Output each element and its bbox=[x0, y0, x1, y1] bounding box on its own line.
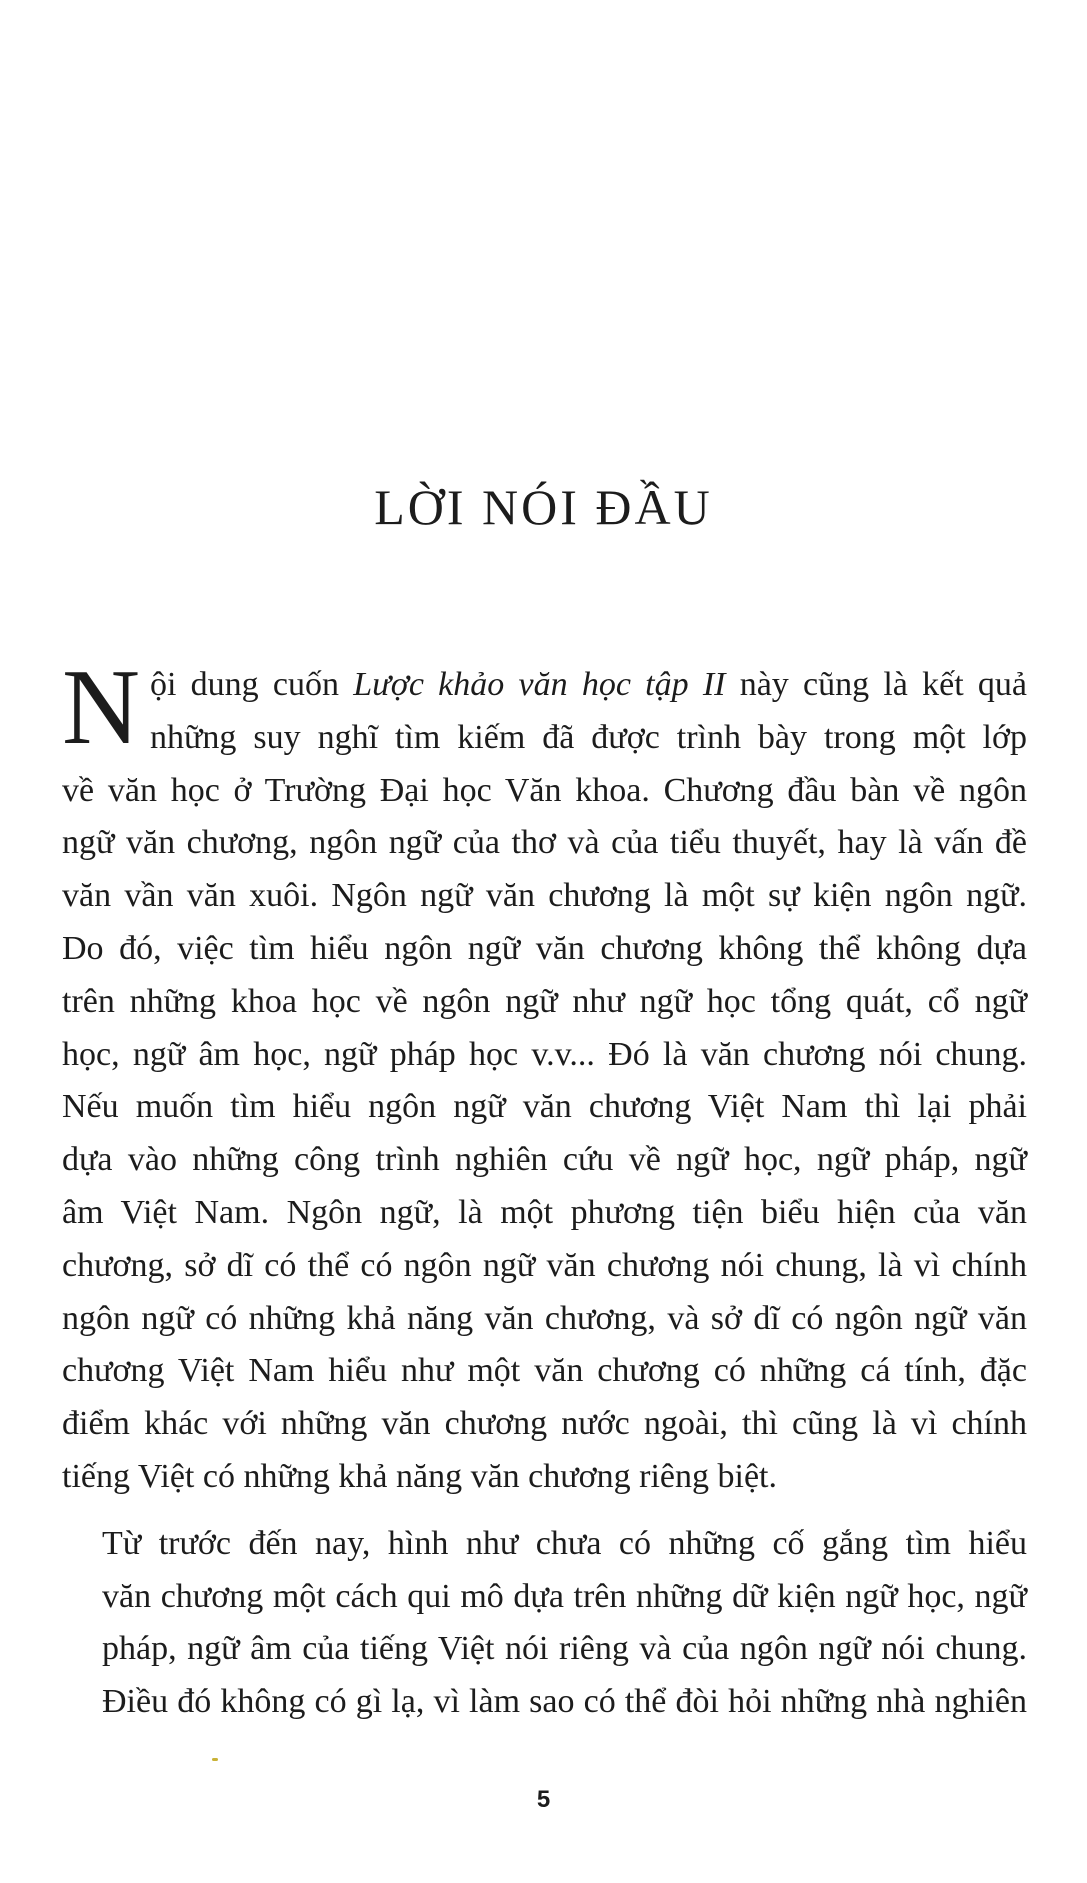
text-line: điểm khác với những văn chương nước ngoài, thì cũng là vì chính bbox=[62, 1405, 1027, 1443]
paragraph-1 bbox=[62, 648, 1027, 1504]
chapter-title: LỜI NÓI ĐẦU bbox=[374, 479, 713, 535]
text-line: Điều đó không có gì lạ, vì làm sao có thể đòi hỏi những nhà nghiên bbox=[102, 1683, 1027, 1721]
text-line: tiếng Việt có những khả năng văn chương riêng biệt. bbox=[62, 1457, 777, 1495]
text-line: Từ trước đến nay, hình như chưa có những cố gắng tìm hiểu bbox=[102, 1524, 1027, 1562]
text-fragment: ội dung cuốn bbox=[150, 666, 354, 703]
text-line: chương Việt Nam hiểu như một văn chương có những cá tính, đặc bbox=[62, 1352, 1027, 1390]
print-speck bbox=[212, 1758, 218, 1761]
text-line: âm Việt Nam. Ngôn ngữ, là một phương tiện biểu hiện của văn bbox=[62, 1193, 1027, 1231]
page-number: 5 bbox=[536, 1786, 551, 1813]
text-line: trên những khoa học về ngôn ngữ như ngữ học tổng quát, cổ ngữ bbox=[62, 982, 1027, 1020]
paragraph-2 bbox=[62, 1518, 1027, 1729]
text-line: ngữ văn chương, ngôn ngữ của thơ và của tiểu thuyết, hay là vấn đề bbox=[62, 824, 1027, 862]
text-line: văn vần văn xuôi. Ngôn ngữ văn chương là một sự kiện ngôn ngữ. bbox=[62, 877, 1027, 915]
drop-cap: N bbox=[62, 648, 140, 767]
text-line: dựa vào những công trình nghiên cứu về ngữ học, ngữ pháp, ngữ bbox=[62, 1141, 1027, 1179]
text-line: ngôn ngữ có những khả năng văn chương, và sở dĩ có ngôn ngữ văn bbox=[62, 1299, 1027, 1337]
text-line: Do đó, việc tìm hiểu ngôn ngữ văn chương không thể không dựa bbox=[62, 929, 1027, 967]
text-line: những suy nghĩ tìm kiếm đã được trình bày trong một lớp bbox=[150, 718, 1027, 756]
text-line: học, ngữ âm học, ngữ pháp học v.v... Đó là văn chương nói chung. bbox=[62, 1035, 1027, 1073]
text-line: Nếu muốn tìm hiểu ngôn ngữ văn chương Việt Nam thì lại phải bbox=[62, 1088, 1027, 1126]
body-text bbox=[62, 648, 1027, 1729]
text-fragment: này cũng là kết quả bbox=[725, 666, 1027, 703]
text-line: văn chương một cách qui mô dựa trên những dữ kiện ngữ học, ngữ bbox=[102, 1577, 1027, 1615]
text-line: chương, sở dĩ có thể có ngôn ngữ văn chương nói chung, là vì chính bbox=[62, 1246, 1027, 1284]
text-line: pháp, ngữ âm của tiếng Việt nói riêng và của ngôn ngữ nói chung. bbox=[102, 1630, 1027, 1668]
text-line bbox=[62, 659, 1027, 712]
book-title-italic: Lược khảo văn học tập II bbox=[353, 666, 726, 703]
text-line: về văn học ở Trường Đại học Văn khoa. Chương đầu bàn về ngôn bbox=[62, 771, 1027, 809]
